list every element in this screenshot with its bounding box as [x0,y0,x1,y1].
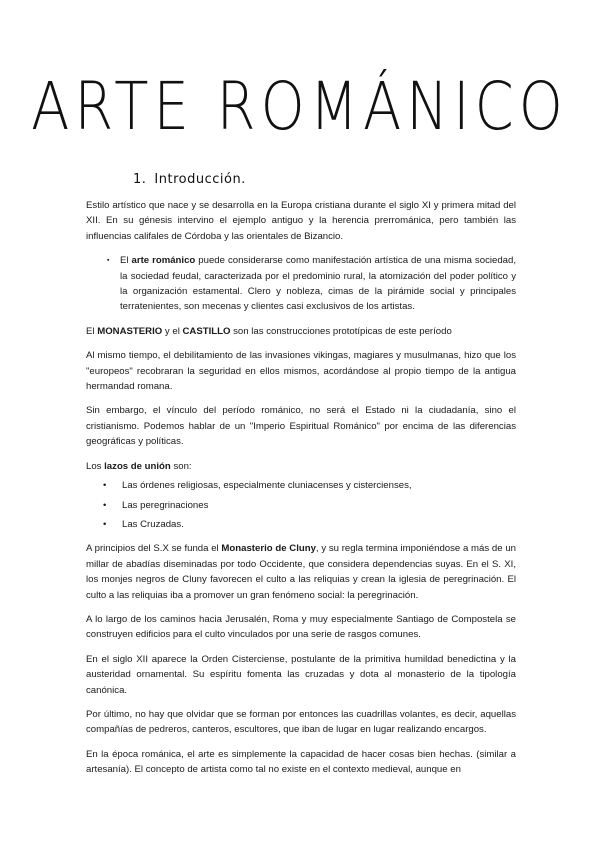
section-label: Introducción. [154,172,246,187]
bullet-item: ▪ El arte románico puede considerarse como manifestación artística de una misma sociedad, la sociedad feudal, caracterizada por el predominio rural, la atomización del poder político y la organización estamental. Clero y nobleza, cimas de la pirámide social y principales terratenientes, son mecenas y clientes casi exclusivos de los artistas. [107,255,516,313]
paragraph-cistercian: En el siglo XII aparece la Orden Cisterciense, postulante de la primitiva humildad benedictina y la austeridad ornamental. Su espíritu fomenta las cruzadas y dota al monasterio de la tipología canónica. [86,653,516,696]
list-item: • Las Cruzadas. [86,517,516,532]
paragraph-routes: A lo largo de los caminos hacia Jerusalén, Roma y muy especialmente Santiago de Compostela se construyen edificios para el culto vinculados por una serie de rasgos comunes. [86,613,516,641]
paragraph-art-concept: En la época románica, el arte es simplemente la capacidad de hacer cosas bien hechas. (similar a artesanía). El concepto de artista como tal no existe en el contexto medieval, aunque en [86,748,516,776]
square-bullet-icon: ▪ [107,257,110,265]
bullet-dot-icon: • [103,499,107,511]
paragraph-workshops: Por último, no hay que olvidar que se forman por entonces las cuadrillas volantes, es decir, aquellas compañías de pedreros, canteros, escultores, que iban de lugar en lugar realizando encargos. [86,708,516,736]
paragraph-christianity: Sin embargo, el vínculo del período románico, no será el Estado ni la ciudadanía, sino el cristianismo. Podemos hablar de un "Imperio Espiritual Románico" por encima de las diferencias geográficas y políticas. [86,405,516,448]
page-title: ARTE ROMÁNICO [31,69,568,146]
list-item: • Las peregrinaciones [86,498,516,513]
paragraph-bonds: Los lazos de unión son: [86,460,192,472]
paragraph-cluny: A principios del S.X se funda el Monasterio de Cluny, y su regla termina imponiéndose a más de un millar de abadías diseminadas por todo Occidente, que considera dependencias suyas. En el S. XI, los monjes negros de Cluny favorecen el culto a las reliquias y crean la iglesia de peregrinación. El culto a las reliquias iba a promover un gran fenómeno social: la peregrinación. [86,543,516,601]
section-heading [133,172,246,187]
section-number: 1. [133,172,147,187]
list-item: • Las órdenes religiosas, especialmente cluniacenses y cistercienses, [86,478,516,493]
paragraph-invasions: Al mismo tiempo, el debilitamiento de las invasiones vikingas, magiares y musulmanas, hizo que los "europeos" recobraran la seguridad en ellos mismos, acordándose al propio tiempo de la antigua hermandad romana. [86,350,516,393]
paragraph-monastery-castle: El MONASTERIO y el CASTILLO son las construcciones prototípicas de este período [86,325,452,337]
bullet-dot-icon: • [103,480,107,492]
paragraph-intro: Estilo artístico que nace y se desarrolla en la Europa cristiana durante el siglo XI y primera mitad del XII. En su génesis intervino el ejemplo antiguo y la herencia prerrománica, pero también las influencias califales de Córdoba y las orientales de Bizancio. [86,200,516,242]
bullet-dot-icon: • [103,518,107,530]
bonds-list [86,478,516,532]
document-body [86,198,516,787]
